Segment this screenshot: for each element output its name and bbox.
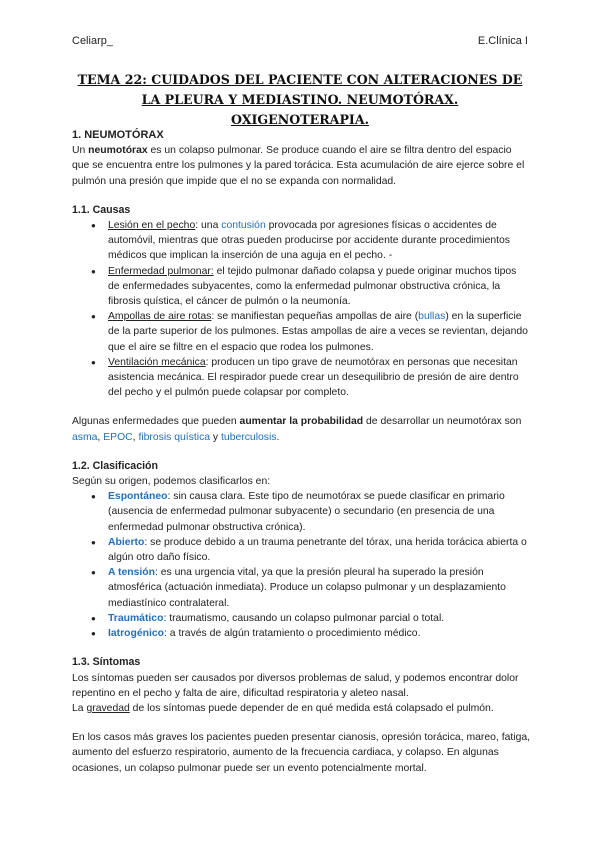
symptoms-paragraph-3: En los casos más graves los pacientes pueden presentar cianosis, opresión torácica, mareo, fatiga, aumento del esfuerzo respiratorio, aumento de la frecuencia cardiaca, y colapso. En algunas ocasiones, un colapso pulmonar puede ser un evento potencialmente mortal. [72, 732, 531, 774]
intro-text-b: es un colapso pulmonar. Se produce cuando el aire se filtra dentro del espacio que se encuentra entre los pulmones y la pared torácica. Esta acumulación de aire ejerce sobre el pulmón una presión que impide que el no se expanda con normalidad. [72, 145, 525, 187]
class-text: : traumatismo, causando un colapso pulmonar parcial o total. [163, 612, 445, 624]
link-tuberculosis[interactable]: tuberculosis [221, 431, 277, 443]
cause-text: : se manifiestan pequeñas ampollas de aire ( [211, 311, 419, 323]
list-item [108, 626, 530, 641]
intro-paragraph [72, 143, 530, 189]
separator: . [276, 431, 280, 443]
class-text: : se produce debido a un trauma penetrante del tórax, una herida torácica abierta o algún otro daño físico. [108, 536, 527, 564]
link-bullas[interactable]: bullas [418, 311, 446, 323]
class-text: : sin causa clara. Este tipo de neumotórax se puede clasificar en primario (ausencia de enfermedad pulmonar subyacente) o secundario (en presencia de una enfermedad pulmonar obstructiva crónica). [108, 491, 505, 533]
cause-term: Enfermedad pulmonar: [108, 265, 214, 277]
list-item [108, 355, 530, 401]
class-text: : a través de algún tratamiento o procedimiento médico. [164, 628, 421, 640]
subheading-sintomas: 1.3. Síntomas [72, 656, 141, 669]
subheading-causas: 1.1. Causas [72, 203, 131, 216]
cause-term: Ventilación mecánica [108, 356, 206, 368]
list-item [108, 611, 530, 626]
cause-text: : producen un tipo grave de neumotórax en personas que necesitan asistencia mecánica. El respirador puede crear un desequilibrio de presión de aire dentro del pecho y el pulmón puede colapsar por completo. [108, 356, 519, 399]
list-item [108, 309, 530, 355]
classification-intro: Según su origen, podemos clasificarlos en: [72, 476, 271, 488]
symptoms-term: gravedad [86, 702, 130, 714]
symptoms-paragraph-1: Los síntomas pueden ser causados por diversos problemas de salud, y podemos encontrar dolor repentino en el pecho y falta de aire, dificultad respiratoria y aleteo nasal. [72, 672, 519, 699]
list-item [108, 535, 530, 565]
header-author: Celiarp_ [72, 35, 113, 47]
list-item [108, 489, 530, 535]
class-term: Abierto [108, 536, 145, 548]
class-term: Traumático [108, 612, 164, 624]
header-subject: E.Clínica I [477, 35, 528, 47]
cause-term: Ampollas de aire rotas [108, 311, 212, 323]
separator: , [132, 431, 139, 443]
class-term: Espontáneo [108, 491, 168, 503]
list-item [108, 264, 530, 310]
classification-list [72, 489, 530, 641]
risk-text: Algunas enfermedades que pueden [72, 416, 240, 428]
cause-term: Lesión en el pecho [108, 220, 196, 232]
symptoms-text: La [72, 702, 87, 714]
section-heading-neumotorax: 1. NEUMOTÓRAX [72, 129, 164, 141]
document-body [72, 128, 530, 776]
intro-bold-term: neumotórax [88, 145, 148, 157]
link-epoc[interactable]: EPOC [103, 431, 133, 443]
link-fibrosis-quistica[interactable]: fibrosis quística [138, 431, 211, 443]
list-item [108, 218, 530, 264]
intro-text-a: Un [72, 145, 89, 157]
subheading-clasificacion: 1.2. Clasificación [72, 459, 158, 472]
link-asma[interactable]: asma [72, 431, 98, 443]
class-term: Iatrogénico [108, 628, 165, 640]
risk-paragraph [72, 414, 530, 444]
cause-text: el tejido pulmonar dañado colapsa y puede originar muchos tipos de enfermedades subyacentes, como la enfermedad pulmonar obstructiva crónica, la fibrosis quística, el cáncer de pulmón o la neumonía. [108, 265, 517, 308]
link-contusion[interactable]: contusión [221, 220, 266, 232]
document-title: TEMA 22: CUIDADOS DEL PACIENTE CON ALTERACIONES DE LA PLEURA Y MEDIASTINO. NEUMOTÓRAX. OXIGENOTERAPIA. [77, 72, 523, 127]
separator: , [97, 431, 104, 443]
cause-text: : una [195, 220, 222, 232]
cause-text: provocada por agresiones físicas o accidentes de automóvil, mientras que otras pueden producirse por accidente durante procedimientos médicos que implican la inserción de una aguja en el pecho. - [108, 220, 511, 262]
class-term: A tensión [108, 567, 155, 579]
risk-bold-term: aumentar la probabilidad [239, 416, 364, 428]
class-text: : es una urgencia vital, ya que la presión pleural ha superado la presión atmosférica (actuación inmediata). Produce un colapso pulmonar y un desplazamiento mediastínico contralateral. [108, 567, 506, 609]
list-item [108, 565, 530, 611]
symptoms-text: de los síntomas puede depender de en qué medida está colapsado el pulmón. [129, 702, 494, 714]
risk-text: de desarrollar un neumotórax son [363, 416, 522, 428]
separator: y [210, 431, 222, 443]
causes-list [72, 218, 530, 400]
symptoms-paragraph-2 [72, 701, 530, 716]
cause-text: ) en la superficie de la parte superior de los pulmones. Estas ampollas de aire a veces se revientan, dejando que el aire se filtre en el espacio que rodea los pulmones. [108, 311, 528, 353]
